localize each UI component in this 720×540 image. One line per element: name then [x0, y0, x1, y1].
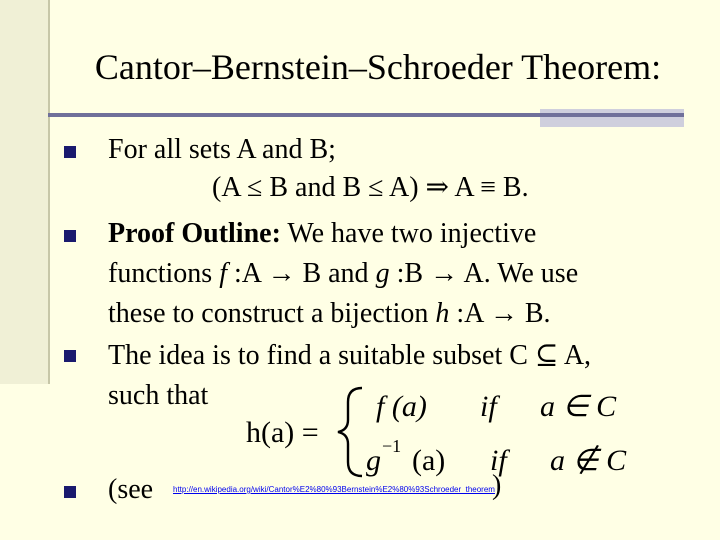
- bullet-3-line-1: The idea is to find a suitable subset C ⊆ A,: [108, 340, 592, 371]
- decorative-left-band-lower: [0, 384, 48, 540]
- see-label: (see: [108, 474, 154, 505]
- bullet-2-line-2: [108, 258, 578, 290]
- bullet-2-line-1-rest: We have two injective: [280, 218, 537, 249]
- case-2-argument: (a): [412, 444, 446, 477]
- text-construct: these to construct a bijection: [108, 298, 436, 329]
- text-map-b-a: :B → A. We use: [389, 258, 579, 289]
- square-bullet-icon: [64, 344, 88, 368]
- left-brace: [338, 388, 362, 476]
- title-rule: [48, 113, 684, 117]
- case-1-if: if: [480, 390, 497, 423]
- symbol-h: h: [435, 298, 450, 329]
- proof-outline-label: Proof Outline:: [108, 218, 281, 249]
- piecewise-formula: [240, 380, 660, 480]
- text-map-a-b: :A → B and: [227, 258, 376, 289]
- case-1-condition: a ∈ C: [540, 390, 617, 423]
- bullet-1-line-1: For all sets A and B;: [108, 134, 336, 165]
- square-bullet-icon: [64, 480, 88, 504]
- case-2-superscript: −1: [382, 436, 402, 456]
- title-rule-accent: [540, 109, 684, 127]
- text-functions: functions: [108, 258, 220, 289]
- closing-paren: ): [492, 470, 502, 501]
- text-bijection-map: :A → B.: [449, 298, 551, 329]
- case-2-if: if: [490, 444, 507, 477]
- square-bullet-icon: [64, 140, 88, 164]
- symbol-g: g: [375, 258, 390, 289]
- slide-title: Cantor–Bernstein–Schroeder Theorem:: [94, 47, 662, 87]
- case-2-value: g: [366, 444, 381, 477]
- bullet-2-line-1: [108, 218, 536, 250]
- bullet-1-line-2: (A ≤ B and B ≤ A) ⇒ A ≡ B.: [212, 172, 529, 203]
- square-bullet-icon: [64, 224, 88, 248]
- symbol-f: f: [219, 258, 227, 289]
- case-1-value: f (a): [376, 390, 427, 423]
- bullet-3-line-2: such that: [108, 380, 209, 411]
- wikipedia-link[interactable]: http://en.wikipedia.org/wiki/Cantor%E2%80%93Bernstein%E2%80%93Schroeder_theorem: [173, 485, 495, 494]
- case-2-condition: a ∉ C: [550, 444, 627, 477]
- bullet-2-line-3: [108, 298, 551, 330]
- formula-lhs: h(a) =: [246, 416, 319, 449]
